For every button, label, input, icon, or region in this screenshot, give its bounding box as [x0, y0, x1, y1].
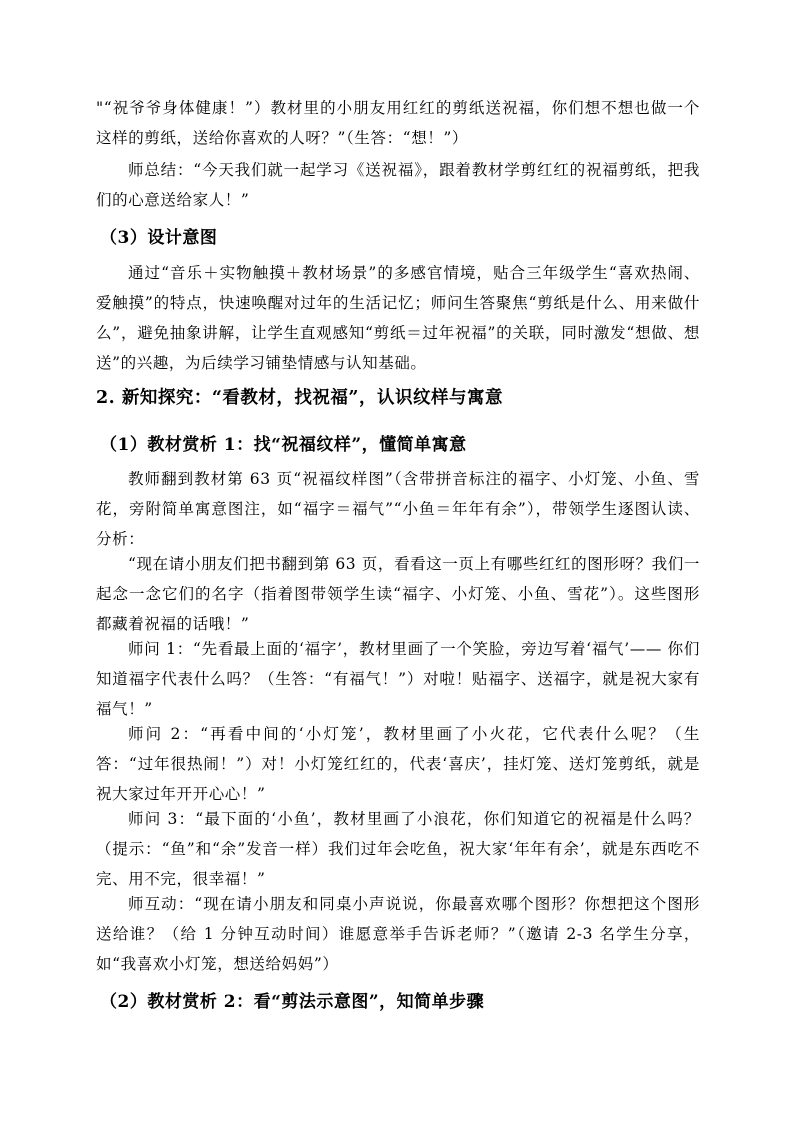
paragraph-continued	[96, 93, 700, 153]
body-paragraph: 师互动：“现在请小朋友和同桌小声说说，你最喜欢哪个图形？你想把这个图形送给谁？（给 1 分钟互动时间）谁愿意举手告诉老师？”（邀请 2-3 名学生分享，如“我喜欢小灯笼，想送给妈妈”）	[96, 895, 700, 973]
paragraph-pattern-intro	[96, 464, 700, 554]
paragraph-design-intent	[96, 258, 700, 378]
body-paragraph: 通过“音乐＋实物触摸＋教材场景”的多感官情境，贴合三年级学生“喜欢热闹、爱触摸”的特点，快速唤醒对过年的生活记忆；师问生答聚焦“剪纸是什么、用来做什么”，避免抽象讲解，让学生直观感知“剪纸＝过年祝福”的关联，同时激发“想做、想送”的兴趣，为后续学习铺垫情感与认知基础。	[96, 264, 700, 372]
heading-design-intent	[100, 223, 704, 253]
section-heading: （3）设计意图	[100, 228, 218, 248]
paragraph-interaction	[96, 889, 700, 979]
paragraph-question-2	[96, 719, 700, 809]
paragraph-teacher-prompt	[96, 549, 700, 639]
subsection-heading: （1）教材赏析 1：找“祝福纹样”，懂简单寓意	[100, 435, 467, 455]
heading-section-2	[96, 383, 700, 413]
paragraph-question-3	[96, 804, 700, 894]
body-paragraph: 教师翻到教材第 63 页“祝福纹样图”（含带拼音标注的福字、小灯笼、小鱼、雪花，旁附简单寓意图注，如“福字＝福气”“小鱼＝年年有余”），带领学生逐图认读、分析：	[96, 470, 700, 548]
heading-textbook-analysis-1	[100, 430, 704, 460]
body-paragraph: 师问 1：“先看最上面的‘福字’，教材里画了一个笑脸，旁边写着‘福气’—— 你们知道福字代表什么吗？（生答：“有福气！”）对啦！贴福字、送福字，就是祝大家有福气！”	[96, 640, 700, 718]
body-paragraph: “现在请小朋友们把书翻到第 63 页，看看这一页上有哪些红红的图形呀？我们一起念一念它们的名字（指着图带领学生读“福字、小灯笼、小鱼、雪花”）。这些图形都藏着祝福的话哦！”	[96, 555, 700, 633]
body-paragraph: 师总结：“今天我们就一起学习《送祝福》，跟着教材学剪红红的祝福剪纸，把我们的心意送给家人！”	[96, 161, 700, 209]
body-paragraph: 师问 2：“再看中间的‘小灯笼’，教材里画了小火花，它代表什么呢？（生答：“过年很热闹！”）对！小灯笼红红的，代表‘喜庆’，挂灯笼、送灯笼剪纸，就是祝大家过年开开心心！”	[96, 725, 700, 803]
body-paragraph: "“祝爷爷身体健康！”）教材里的小朋友用红红的剪纸送祝福，你们想不想也做一个这样的剪纸，送给你喜欢的人呀？”（生答：“想！”）	[96, 99, 700, 147]
subsection-heading: （2）教材赏析 2：看“剪法示意图”，知简单步骤	[100, 992, 485, 1012]
section-heading: 2. 新知探究：“看教材，找祝福”，认识纹样与寓意	[96, 388, 503, 408]
body-paragraph: 师问 3：“最下面的‘小鱼’，教材里画了小浪花，你们知道它的祝福是什么吗？（提示：“鱼”和“余”发音一样）我们过年会吃鱼，祝大家‘年年有余’，就是东西吃不完、用不完，很幸福！”	[96, 810, 700, 888]
paragraph-question-1	[96, 634, 700, 724]
heading-textbook-analysis-2	[100, 987, 704, 1017]
paragraph-teacher-summary	[96, 155, 700, 215]
